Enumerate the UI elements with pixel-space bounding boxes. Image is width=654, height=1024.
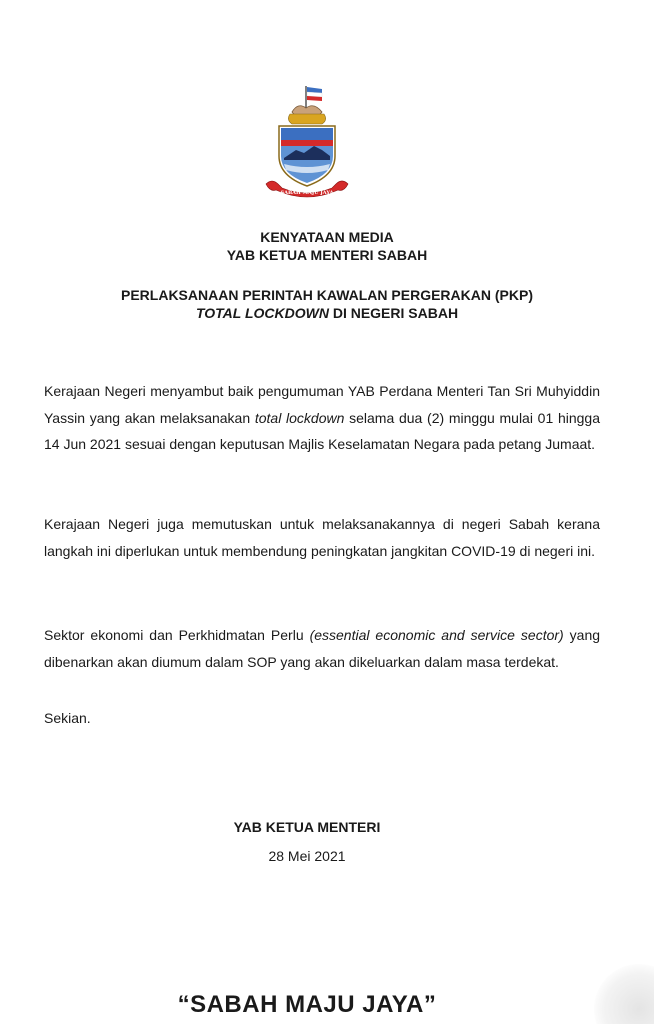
title-rest-text: DI NEGERI SABAH <box>328 305 459 321</box>
paragraph-3-italic: (essential economic and service sector) <box>309 627 564 643</box>
svg-text:SABAH MAJU JAYA: SABAH MAJU JAYA <box>280 190 334 196</box>
chief-minister-heading: YAB KETUA MENTERI SABAH <box>226 247 428 263</box>
media-statement-heading: KENYATAAN MEDIA <box>260 229 394 245</box>
paragraph-1-italic: total lockdown <box>254 409 345 426</box>
signature-date: 28 Mei 2021 <box>268 848 346 864</box>
paragraph-3-part-a: Sektor ekonomi dan Perkhidmatan Perlu <box>44 627 310 643</box>
sabah-coat-of-arms-icon <box>262 84 352 202</box>
paragraph-1-part-b: selama dua (2) minggu mulai 01 hingga 14 Jun 2021 sesuai dengan keputusan Majlis Keselamatan Negara pada petang Jumaat. <box>44 409 600 452</box>
paragraph-2: Kerajaan Negeri juga memutuskan untuk melaksanakannya di negeri Sabah kerana langkah ini diperlukan untuk membendung peningkatan jangkitan COVID-19 di negeri ini. <box>44 516 600 559</box>
motto-text: “SABAH MAJU JAYA” <box>177 991 437 1018</box>
paragraph-1-part-a: Kerajaan Negeri menyambut baik pengumuman YAB Perdana Menteri Tan Sri Muhyiddin Yassin yang akan melaksanakan <box>44 383 600 426</box>
document-title-line2 <box>0 304 654 323</box>
document-title-line1: PERLAKSANAAN PERINTAH KAWALAN PERGERAKAN (PKP) <box>121 287 533 303</box>
closing-text: Sekian. <box>44 710 91 726</box>
paragraph-1 <box>44 378 600 458</box>
paragraph-3-part-b: yang dibenarkan akan diumum dalam SOP yang akan dikeluarkan dalam masa terdekat. <box>44 627 601 670</box>
title-italic-text: TOTAL LOCKDOWN <box>195 305 329 321</box>
corner-shadow <box>594 964 654 1024</box>
paragraph-3 <box>44 622 600 675</box>
signature-title: YAB KETUA MENTERI <box>233 819 381 835</box>
